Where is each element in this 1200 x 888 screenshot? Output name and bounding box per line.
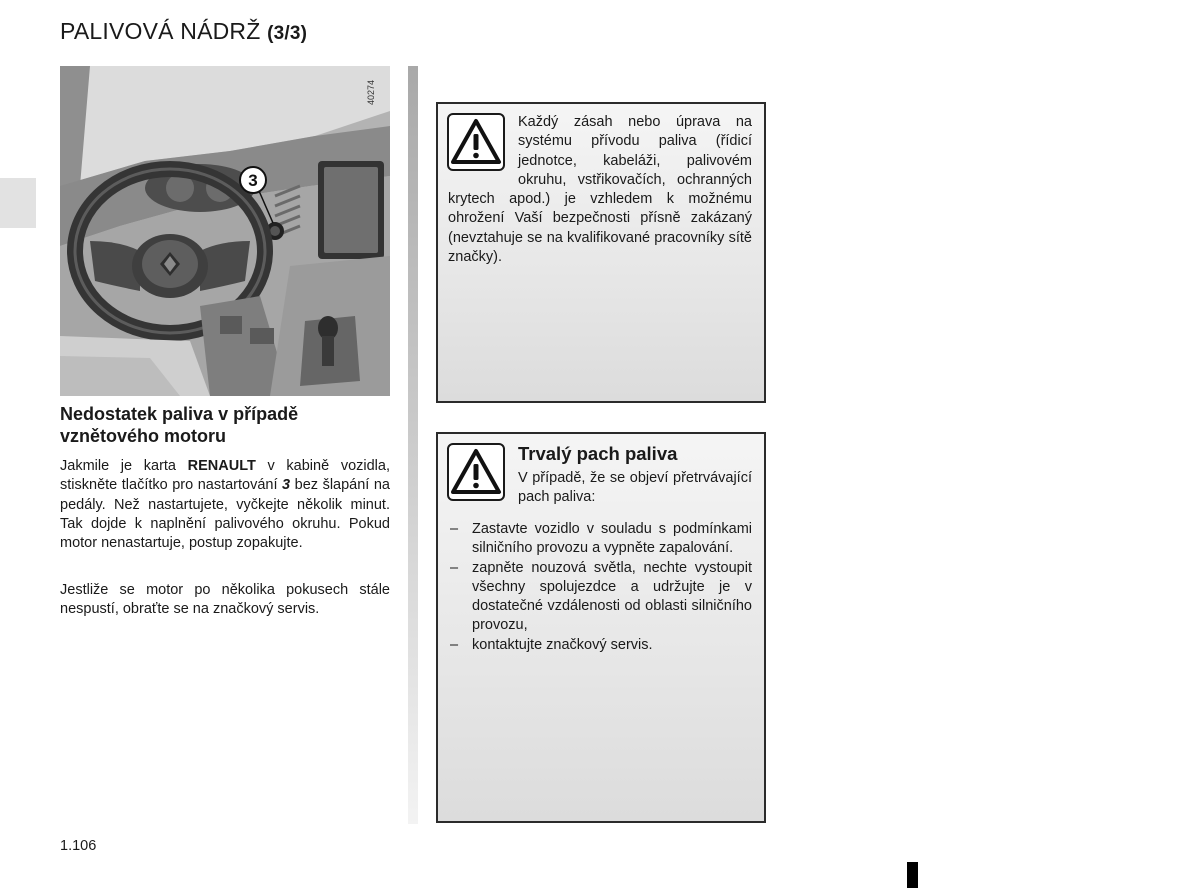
- page-corner-mark: [907, 862, 918, 888]
- warning-fuel-smell-list: [448, 520, 752, 655]
- page-title-text: PALIVOVÁ NÁDRŽ: [60, 18, 261, 44]
- warning-fuel-smell-intro: V případě, že se objeví přetrvávající pach paliva:: [518, 470, 752, 506]
- dashboard-illustration: [60, 66, 390, 396]
- section-heading-line1: Nedostatek paliva v případě: [60, 404, 299, 424]
- warning-fuel-system-text: Každý zásah nebo úprava na systému přívodu paliva (řídicí jednotce, kabeláži, palivovém okruhu, vstřikovačích, ochranných krytech apod.) je vzhledem k možnému ohrožení Vaší bezpečnosti přísně zakázaný (nevztahuje se na kvalifikované pracovníky sítě značky).: [448, 114, 752, 266]
- chapter-tab-marker: [0, 178, 36, 228]
- section-heading: [60, 403, 390, 447]
- column-divider-bar: [408, 66, 418, 824]
- para1-text-a: Jakmile je karta: [60, 458, 188, 474]
- list-item: – zapněte nouzová světla, nechte vystoupit všechny spolujezdce a udržujte je v dostatečné vzdálenosti od oblasti silničního provozu,: [450, 559, 752, 634]
- section-heading-line2: vznětového motoru: [60, 426, 227, 446]
- warning-fuel-smell-title: Trvalý pach paliva: [518, 443, 678, 464]
- para1-text-b: v kabině vozidla, stiskněte tlačítko pro nastartování: [60, 458, 390, 494]
- figure-callout-3: 3: [248, 171, 258, 190]
- warning-triangle-icon: [447, 443, 505, 501]
- para1-brand: RENAULT: [187, 458, 256, 474]
- paragraph-service-advice: Jestliže se motor po několika pokusech stále nespustí, obraťte se na značkový servis.: [60, 582, 390, 618]
- warning-triangle-icon: [447, 113, 505, 171]
- page-title-part: (3/3): [267, 23, 308, 44]
- page-number: 1.106: [60, 838, 97, 854]
- list-item: – Zastavte vozidlo v souladu s podmínkami silničního provozu a vypněte zapalování.: [450, 521, 752, 557]
- para1-item-ref: 3: [282, 477, 291, 494]
- figure-id-label: 40274: [366, 79, 376, 105]
- warning-box-fuel-system: [436, 102, 766, 403]
- list-item: – kontaktujte značkový servis.: [450, 636, 653, 653]
- page-title: [60, 18, 307, 45]
- para1-text-c: bez šlapání na pedály. Než nastartujete, vyčkejte několik minut. Tak dojde k naplnění palivového okruhu. Pokud motor nenastartuje, postup zopakujte.: [60, 477, 390, 552]
- warning-box-fuel-smell: [436, 432, 766, 823]
- paragraph-start-instructions: [60, 457, 390, 553]
